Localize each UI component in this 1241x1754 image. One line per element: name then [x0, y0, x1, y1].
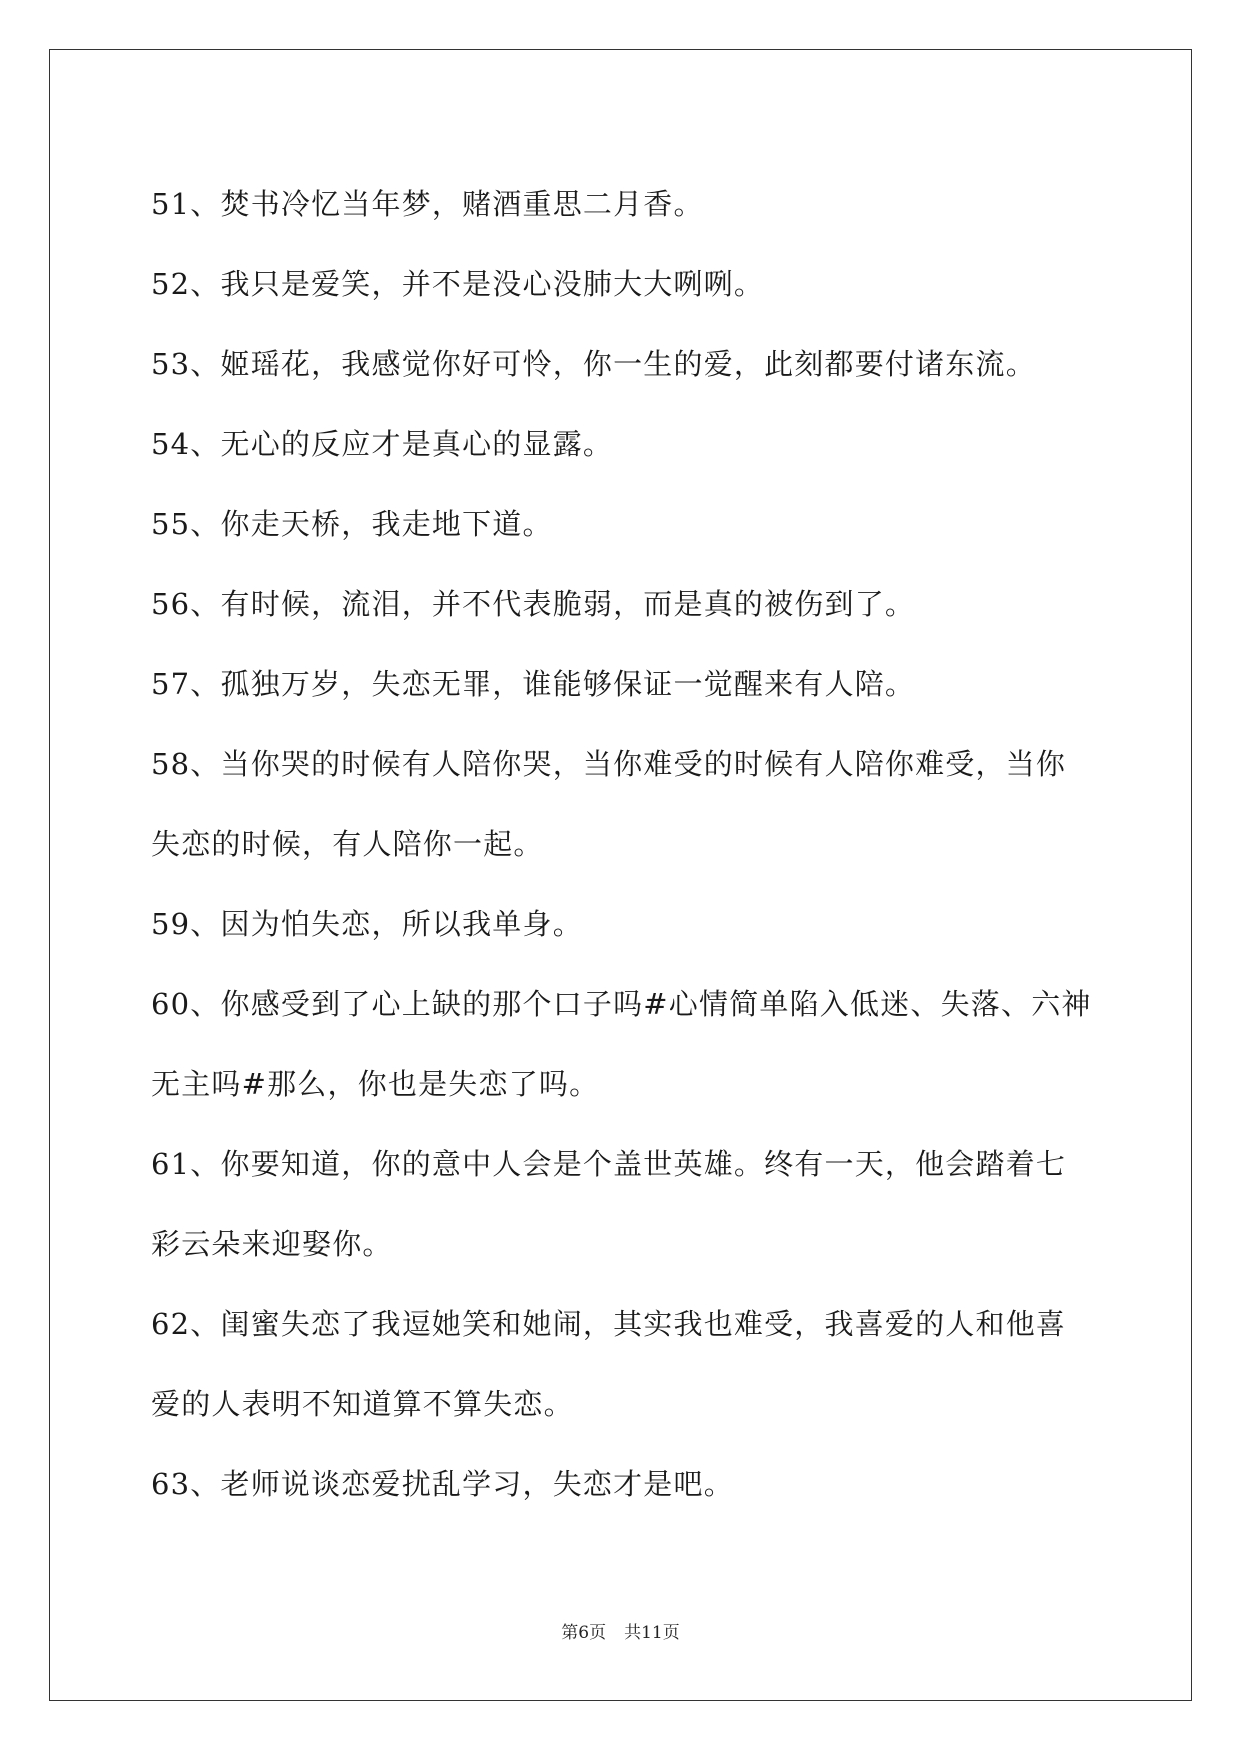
text-line: 53、姬瑶花，我感觉你好可怜，你一生的爱，此刻都要付诸东流。: [151, 347, 1036, 381]
text-line: 62、闺蜜失恋了我逗她笑和她闹，其实我也难受，我喜爱的人和他喜: [151, 1307, 1067, 1341]
page-footer: [0, 1618, 1241, 1643]
text-line: 57、孤独万岁，失恋无罪，谁能够保证一觉醒来有人陪。: [151, 667, 916, 701]
page-number: 第6页: [561, 1623, 607, 1643]
text-line: 61、你要知道，你的意中人会是个盖世英雄。终有一天，他会踏着七: [151, 1147, 1067, 1181]
text-line: 爱的人表明不知道算不算失恋。: [151, 1387, 574, 1421]
text-line: 52、我只是爱笑，并不是没心没肺大大咧咧。: [151, 267, 765, 301]
text-line: 63、老师说谈恋爱扰乱学习，失恋才是吧。: [151, 1467, 734, 1501]
text-line: 54、无心的反应才是真心的显露。: [151, 427, 614, 461]
text-line: 55、你走天桥，我走地下道。: [151, 507, 553, 541]
text-line: 51、焚书冷忆当年梦，赌酒重思二月香。: [151, 187, 704, 221]
text-line: 失恋的时候，有人陪你一起。: [151, 827, 544, 861]
document-body: [151, 164, 1091, 1524]
text-line: 56、有时候，流泪，并不代表脆弱，而是真的被伤到了。: [151, 587, 916, 621]
text-line: 59、因为怕失恋，所以我单身。: [151, 907, 583, 941]
text-line: 彩云朵来迎娶你。: [151, 1227, 393, 1261]
page-total: 共11页: [624, 1623, 680, 1643]
text-line: 58、当你哭的时候有人陪你哭，当你难受的时候有人陪你难受，当你: [151, 747, 1067, 781]
text-line: 60、你感受到了心上缺的那个口子吗#心情简单陷入低迷、失落、六神: [151, 987, 1092, 1021]
text-line: 无主吗#那么，你也是失恋了吗。: [151, 1067, 600, 1101]
